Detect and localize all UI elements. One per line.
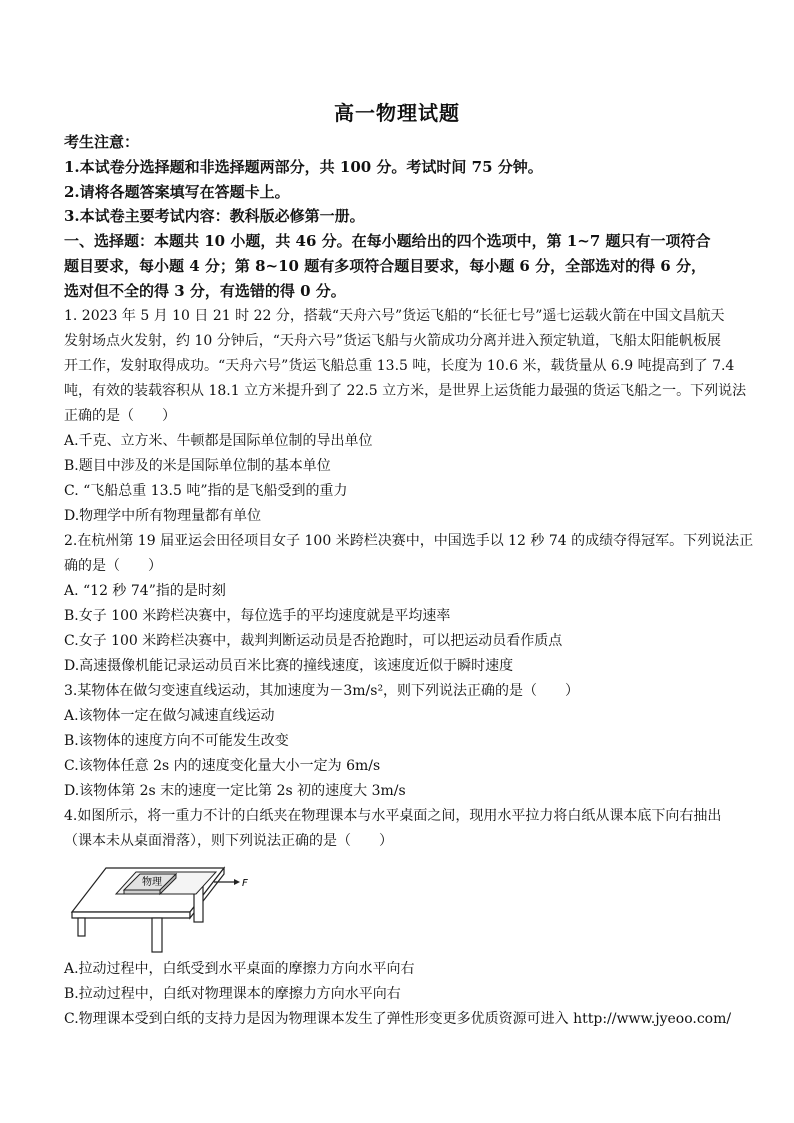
question-1-option-c: C. “飞船总重 13.5 吨”指的是飞船受到的重力 (64, 483, 348, 499)
section-heading-line: 一、选择题：本题共 10 小题，共 46 分。在每小题给出的四个选项中，第 1~7 题只有一项符合 (64, 232, 711, 250)
question-2-option-b: B.女子 100 米跨栏决赛中，每位选手的平均速度就是平均速率 (64, 608, 451, 624)
force-arrowhead (234, 879, 240, 885)
question-3-text: 3.某物体在做匀变速直线运动，其加速度为－3m/s²，则下列说法正确的是（ ） (64, 683, 580, 699)
question-4-text: （课本未从桌面滑落），则下列说法正确的是（ ） (64, 833, 393, 849)
table-leg (78, 918, 85, 936)
question-2-option-a: A. “12 秒 74”指的是时刻 (64, 583, 226, 599)
question-1-text: 开工作，发射取得成功。“天舟六号”货运飞船总重 13.5 吨，长度为 10.6 米，载货量从 6.9 吨提高到了 7.4 (64, 358, 735, 374)
page-title: 高一物理试题 (334, 101, 460, 125)
table-edge (72, 912, 190, 918)
question-2-text: 确的是（ ） (64, 558, 162, 574)
physics-book-front (124, 890, 160, 894)
section-heading-line: 题目要求，每小题 4 分；第 8~10 题有多项符合题目要求，每小题 6 分，全部选对的得 6 分， (64, 257, 706, 275)
question-1-option-d: D.物理学中所有物理量都有单位 (64, 508, 262, 524)
question-4-option-c: C.物理课本受到白纸的支持力是因为物理课本发生了弹性形变更多优质资源可进入 http://www.jyeoo.com/ (64, 1011, 732, 1027)
question-1-text: 吨，有效的装载容积从 18.1 立方米提升到了 22.5 立方米，是世界上运货能力最强的货运飞船之一。下列说法 (64, 383, 747, 399)
question-3-option-c: C.该物体任意 2s 内的速度变化量大小一定为 6m/s (64, 758, 381, 774)
question-2-text: 2.在杭州第 19 届亚运会田径项目女子 100 米跨栏决赛中，中国选手以 12 秒 74 的成绩夺得冠军。下列说法正 (64, 533, 754, 549)
table-book-figure (64, 860, 264, 955)
question-1-text: 正确的是（ ） (64, 408, 176, 424)
book-label: 物理 (142, 877, 162, 888)
question-1-text: 1. 2023 年 5 月 10 日 21 时 22 分，搭载“天舟六号”货运飞船的“长征七号”遥七运载火箭在中国文昌航天 (64, 308, 725, 324)
section-heading-line: 选对但不全的得 3 分，有选错的得 0 分。 (64, 282, 346, 300)
question-4-option-a: A.拉动过程中，白纸受到水平桌面的摩擦力方向水平向右 (64, 961, 415, 977)
notice-item: 2.请将各题答案填写在答题卡上。 (64, 183, 290, 201)
question-3-option-d: D.该物体第 2s 末的速度一定比第 2s 初的速度大 3m/s (64, 783, 406, 799)
question-1-option-a: A.千克、立方米、牛顿都是国际单位制的导出单位 (64, 433, 373, 449)
question-3-option-b: B.该物体的速度方向不可能发生改变 (64, 733, 289, 749)
question-1-option-b: B.题目中涉及的米是国际单位制的基本单位 (64, 458, 331, 474)
question-4-text: 4.如图所示，将一重力不计的白纸夹在物理课本与水平桌面之间，现用水平拉力将白纸从课本底下向右抽出 (64, 808, 722, 824)
question-1-text: 发射场点火发射，约 10 分钟后，“天舟六号”货运飞船与火箭成功分离并进入预定轨道，飞船太阳能帆板展 (64, 333, 722, 349)
table-leg (152, 918, 162, 952)
question-2-option-d: D.高速摄像机能记录运动员百米比赛的撞线速度，该速度近似于瞬时速度 (64, 658, 514, 674)
question-2-option-c: C.女子 100 米跨栏决赛中，裁判判断运动员是否抢跑时，可以把运动员看作质点 (64, 633, 563, 649)
notice-item: 1.本试卷分选择题和非选择题两部分，共 100 分。考试时间 75 分钟。 (64, 158, 543, 176)
question-3-option-a: A.该物体一定在做匀减速直线运动 (64, 708, 275, 724)
notice-item: 3.本试卷主要考试内容：教科版必修第一册。 (64, 207, 365, 225)
question-4-option-b: B.拉动过程中，白纸对物理课本的摩擦力方向水平向右 (64, 986, 401, 1002)
force-label: F (242, 878, 248, 889)
notice-heading: 考生注意： (64, 133, 140, 151)
